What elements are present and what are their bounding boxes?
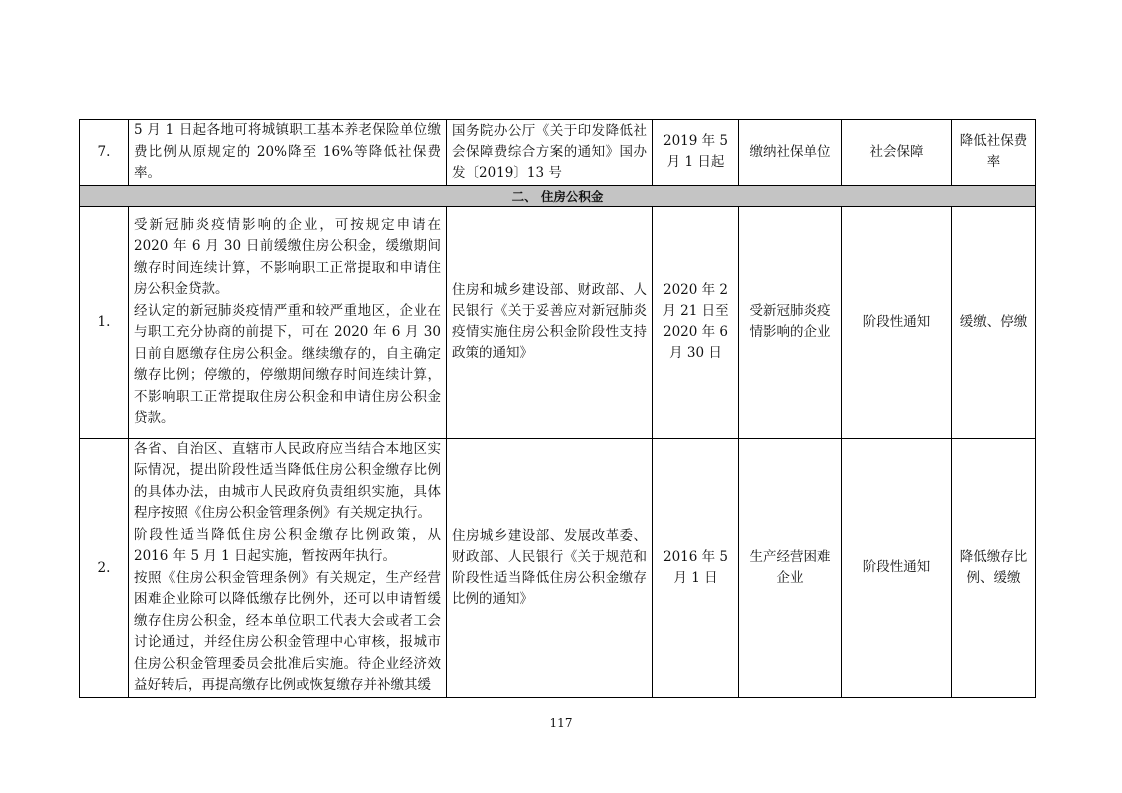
target-group: 缴纳社保单位 [739,120,842,186]
effective-date: 2016 年 5 月 1 日 [653,438,739,697]
policy-category: 阶段性通知 [842,206,952,438]
section-header-row [80,185,1036,206]
effective-date: 2019 年 5 月 1 日起 [653,120,739,186]
policy-measure: 降低缴存比例、缓缴 [952,438,1036,697]
policy-measure: 降低社保费率 [952,120,1036,186]
policy-category: 阶段性通知 [842,438,952,697]
table-row-7 [80,120,1036,186]
policy-category: 社会保障 [842,120,952,186]
effective-date: 2020 年 2 月 21 日至 2020 年 6 月 30 日 [653,206,739,438]
policy-content [129,438,447,697]
row-number: 7. [80,120,129,186]
policy-content: 5 月 1 日起各地可将城镇职工基本养老保险单位缴费比例从原规定的 20%降至 16%等降低社保费率。 [129,120,447,186]
table-row-1 [80,206,1036,438]
content-paragraph: 阶段性适当降低住房公积金缴存比例政策，从 2016 年 5 月 1 日起实施，暂按两年执行。 [134,526,441,564]
section-title: 二、 住房公积金 [80,185,1036,206]
content-paragraph: 按照《住房公积金管理条例》有关规定，生产经营困难企业除可以降低缴存比例外，还可以申请暂缓缴存住房公积金，经本单位职工代表大会或者工会讨论通过，并经住房公积金管理中心审核，报城市住房公积金管理委员会批准后实施。待企业经济效益好转后，再提高缴存比例或恢复缴存并补缴其缓 [134,569,441,693]
policy-source: 国务院办公厅《关于印发降低社会保障费综合方案的通知》国办发〔2019〕13 号 [447,120,653,186]
policy-source: 住房和城乡建设部、财政部、人民银行《关于妥善应对新冠肺炎疫情实施住房公积金阶段性支持政策的通知》 [447,206,653,438]
policy-source: 住房城乡建设部、发展改革委、财政部、人民银行《关于规范和阶段性适当降低住房公积金缴存比例的通知》 [447,438,653,697]
table-row-2 [80,438,1036,697]
policy-content [129,206,447,438]
content-paragraph: 受新冠肺炎疫情影响的企业，可按规定申请在 2020 年 6 月 30 日前缓缴住房公积金，缓缴期间缴存时间连续计算，不影响职工正常提取和申请住房公积金贷款。 [134,216,441,297]
page-number: 117 [549,716,573,730]
policy-measure: 缓缴、停缴 [952,206,1036,438]
content-paragraph: 经认定的新冠肺炎疫情严重和较严重地区，企业在与职工充分协商的前提下，可在 2020 年 6 月 30 日前自愿缴存住房公积金。继续缴存的，自主确定缴存比例；停缴的，停缴期间缴存时间连续计算，不影响职工正常提取住房公积金和申请住房公积金贷款。 [134,302,441,426]
row-number: 1. [80,206,129,438]
target-group: 生产经营困难企业 [739,438,842,697]
target-group: 受新冠肺炎疫情影响的企业 [739,206,842,438]
policy-table [79,119,1036,698]
row-number: 2. [80,438,129,697]
content-paragraph: 各省、自治区、直辖市人民政府应当结合本地区实际情况，提出阶段性适当降低住房公积金缴存比例的具体办法，由城市人民政府负责组织实施，具体程序按照《住房公积金管理条例》有关规定执行。 [134,440,441,521]
